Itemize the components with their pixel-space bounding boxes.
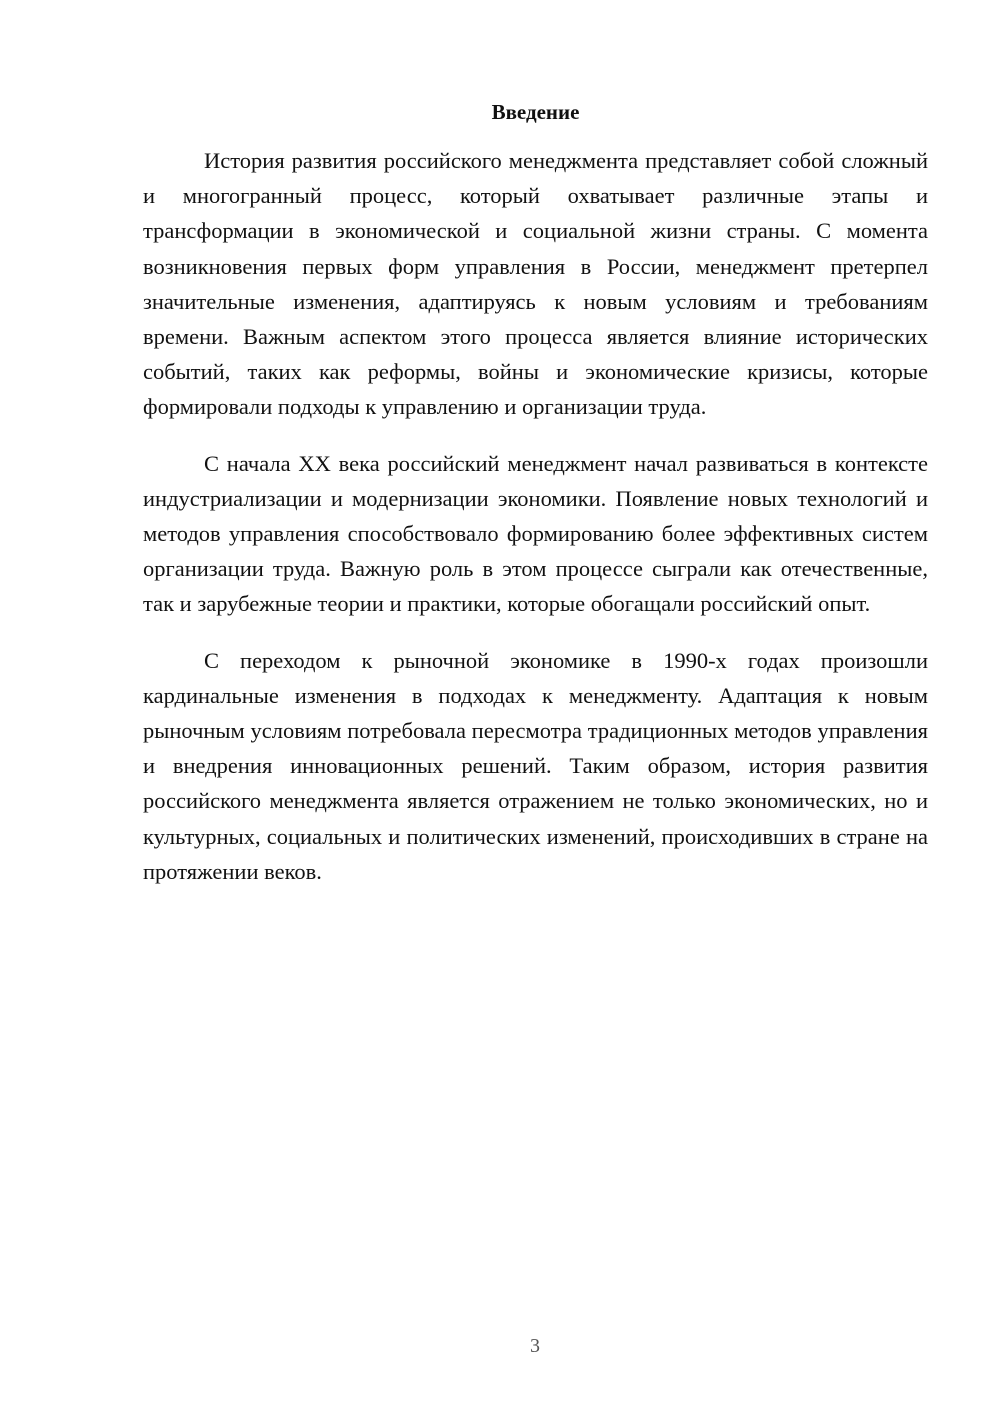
- section-title: Введение: [491, 100, 580, 124]
- paragraph-2: С начала XX века российский менеджмент начал развиваться в контексте индустриализации и модернизации экономики. Появление новых технологий и методов управления способствовало формированию более эффективных систем организации труда. Важную роль в этом процессе сыграли как отечественные, так и зарубежные теории и практики, которые обогащали российский опыт.: [143, 450, 928, 617]
- paragraph-3: С переходом к рыночной экономике в 1990-х годах произошли кардинальные изменения в подходах к менеджменту. Адаптация к новым рыночным условиям потребовала пересмотра традиционных методов управления и внедрения инновационных решений. Таким образом, история развития российского менеджмента является отражением не только экономических, но и культурных, социальных и политических изменений, происходивших в стране на протяжении веков.: [143, 647, 928, 884]
- body-text: [143, 143, 928, 910]
- page-number: 3: [530, 1335, 540, 1357]
- paragraph-1: История развития российского менеджмента представляет собой сложный и многогранный процесс, который охватывает различные этапы и трансформации в экономической и социальной жизни страны. С момента возникновения первых форм управления в России, менеджмент претерпел значительные изменения, адаптируясь к новым условиям и требованиям времени. Важным аспектом этого процесса является влияние исторических событий, таких как реформы, войны и экономические кризисы, которые формировали подходы к управлению и организации труда.: [143, 148, 928, 420]
